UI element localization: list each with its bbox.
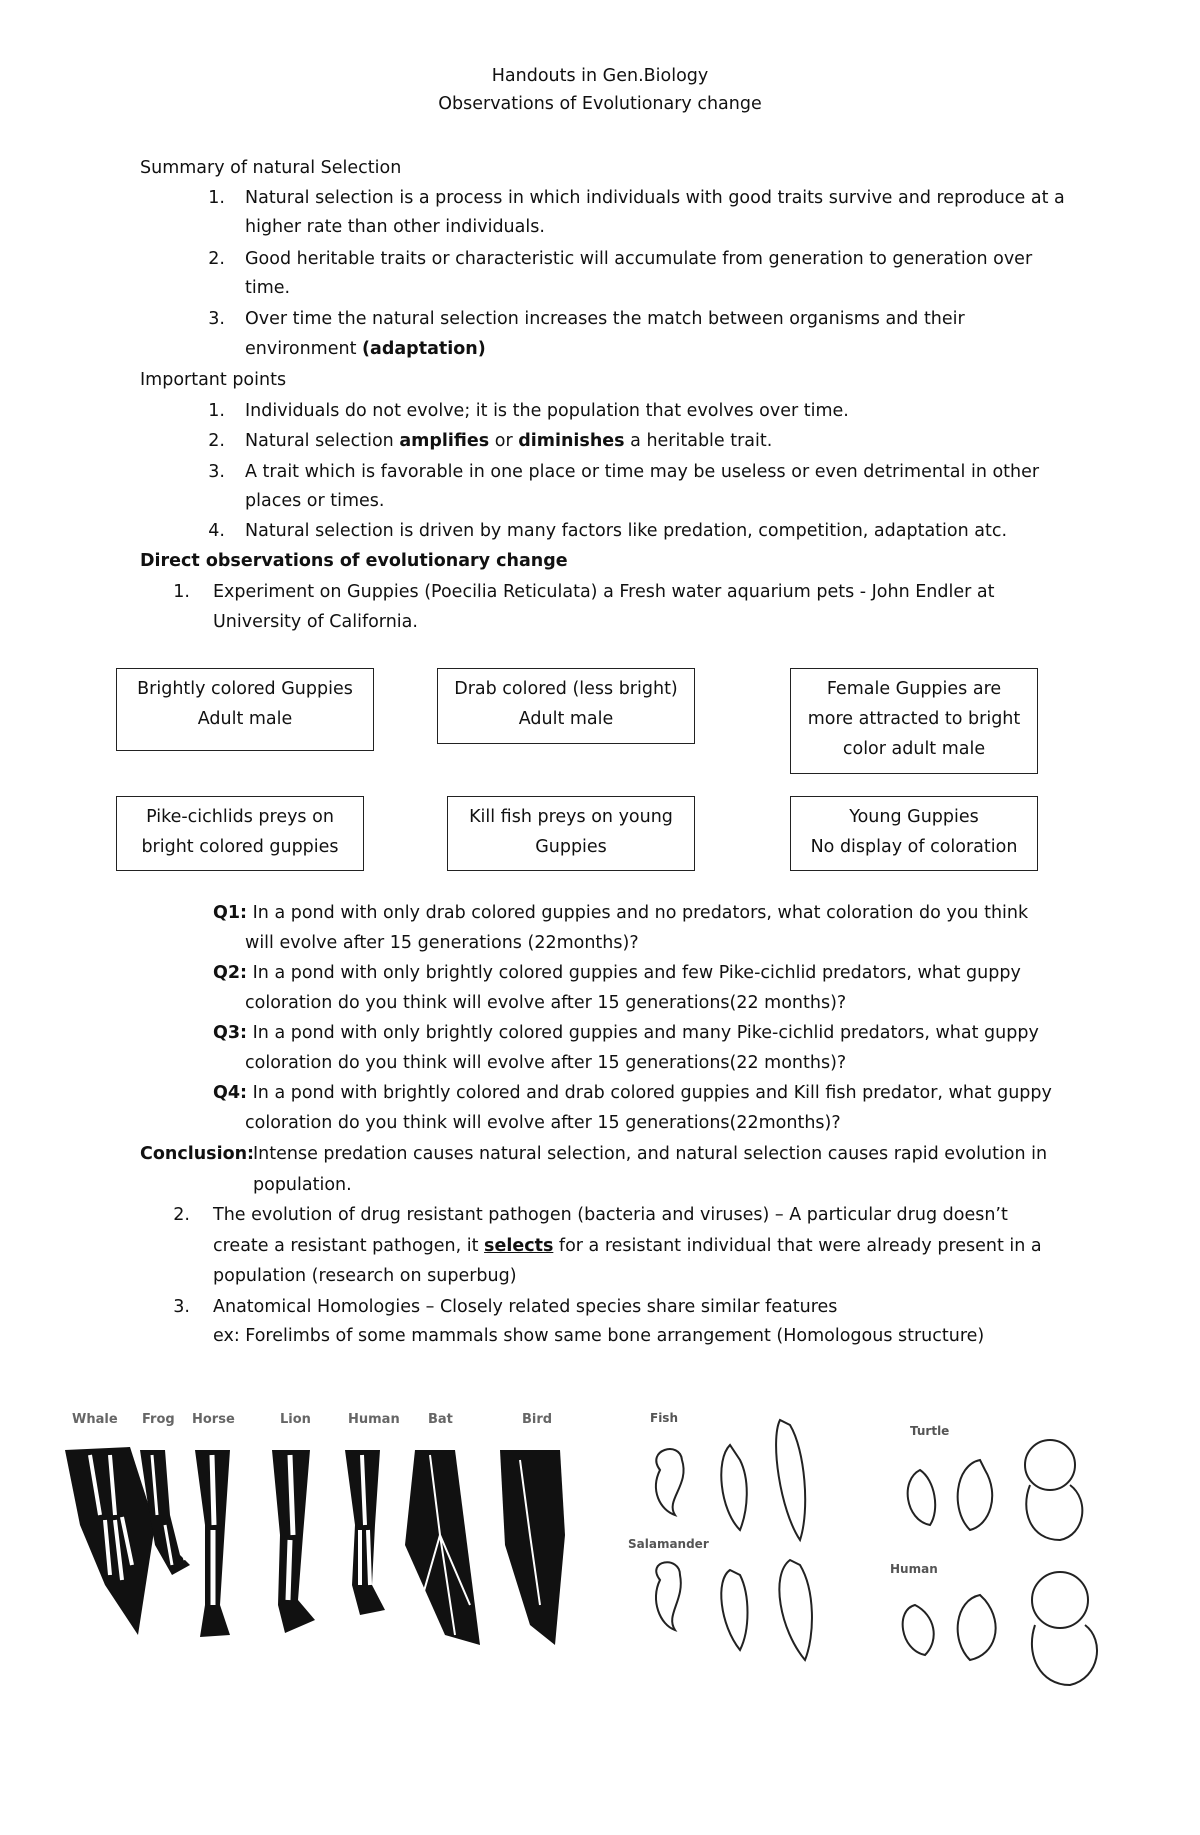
summary-heading: Summary of natural Selection — [140, 158, 402, 178]
question-continued: will evolve after 15 generations (22months)? — [245, 933, 639, 953]
summary-number: 2. — [208, 249, 225, 269]
forelimb-homology-figure — [60, 1405, 580, 1645]
box-text: Brightly colored Guppies — [137, 679, 353, 699]
conclusion-label: Conclusion: — [140, 1144, 255, 1164]
question-continued: coloration do you think will evolve after 15 generations(22 months)? — [245, 1053, 847, 1073]
box-drab-guppies — [437, 668, 695, 744]
box-text: Pike-cichlids preys on — [146, 807, 334, 827]
drug-resistance-text: create a resistant pathogen, it selects for a resistant individual that were already present in a — [213, 1236, 1042, 1256]
page-title: Handouts in Gen.Biology — [491, 66, 709, 86]
box-young-guppies — [790, 796, 1038, 871]
homology-text: ex: Forelimbs of some mammals show same bone arrangement (Homologous structure) — [213, 1326, 985, 1346]
conclusion-text: population. — [253, 1175, 352, 1195]
box-text: Kill fish preys on young — [469, 807, 673, 827]
embryo-label: Human — [890, 1562, 938, 1576]
summary-item-text: higher rate than other individuals. — [245, 217, 545, 237]
box-text: Young Guppies — [849, 807, 979, 827]
box-text: Adult male — [197, 709, 293, 729]
lion-limb — [272, 1450, 315, 1633]
question: Q3: In a pond with only brightly colored guppies and many Pike-cichlid predators, what guppy — [213, 1023, 1039, 1043]
box-text: more attracted to bright — [807, 709, 1021, 729]
important-item-text: Natural selection is driven by many factors like predation, competition, adaptation atc. — [245, 521, 1008, 541]
direct-number: 3. — [173, 1297, 190, 1317]
forelimb-label: Frog — [142, 1412, 175, 1427]
summary-item-text: Over time the natural selection increases the match between organisms and their — [245, 309, 965, 329]
important-number: 2. — [208, 431, 225, 451]
important-item-text: A trait which is favorable in one place or time may be useless or even detrimental in other — [245, 462, 1040, 482]
important-heading: Important points — [140, 370, 287, 390]
box-text: Drab colored (less bright) — [454, 679, 678, 699]
box-text: color adult male — [842, 739, 986, 759]
direct-item-text: University of California. — [213, 612, 418, 632]
embryo-comparison-figure — [620, 1400, 1150, 1690]
direct-number: 1. — [173, 582, 190, 602]
box-text: bright colored guppies — [141, 837, 339, 857]
direct-item-text: Experiment on Guppies (Poecilia Reticulata) a Fresh water aquarium pets - John Endler at — [213, 582, 995, 602]
forelimb-label: Bat — [428, 1412, 453, 1427]
human-arm — [345, 1450, 385, 1615]
summary-item-text: Natural selection is a process in which individuals with good traits survive and reproduce at a — [245, 188, 1065, 208]
forelimb-label: Bird — [522, 1412, 553, 1427]
box-text: Female Guppies are — [826, 679, 1002, 699]
box-text: No display of coloration — [810, 837, 1018, 857]
question-continued: coloration do you think will evolve after 15 generations(22 months)? — [245, 993, 847, 1013]
important-item-text: places or times. — [245, 491, 385, 511]
summary-number: 3. — [208, 309, 225, 329]
direct-number: 2. — [173, 1205, 190, 1225]
box-pike-cichlids — [116, 796, 364, 871]
embryo-label: Salamander — [628, 1537, 709, 1551]
homology-text: Anatomical Homologies – Closely related species share similar features — [213, 1297, 838, 1317]
important-number: 1. — [208, 401, 225, 421]
question: Q4: In a pond with brightly colored and drab colored guppies and Kill fish predator, what guppy — [213, 1083, 1052, 1103]
drug-resistance-text: The evolution of drug resistant pathogen (bacteria and viruses) – A particular drug doesn’t — [213, 1205, 1008, 1225]
question: Q1: In a pond with only drab colored guppies and no predators, what coloration do you think — [213, 903, 1029, 923]
box-female-guppies — [790, 668, 1038, 774]
important-number: 4. — [208, 521, 225, 541]
important-item-text: Natural selection amplifies or diminishes a heritable trait. — [245, 431, 773, 451]
box-bright-guppies — [116, 668, 374, 751]
embryo-label: Fish — [650, 1411, 678, 1425]
embryo-label: Turtle — [910, 1424, 950, 1438]
adaptation-term: (adaptation) — [362, 339, 486, 359]
forelimb-label: Horse — [192, 1412, 235, 1427]
summary-item-text: environment (adaptation) — [245, 339, 486, 359]
summary-item-text: time. — [245, 278, 291, 298]
selects-term: selects — [484, 1236, 554, 1256]
forelimb-label: Whale — [72, 1412, 118, 1427]
forelimb-label: Lion — [280, 1412, 311, 1427]
summary-number: 1. — [208, 188, 225, 208]
question-continued: coloration do you think will evolve after 15 generations(22months)? — [245, 1113, 841, 1133]
box-text: Adult male — [518, 709, 614, 729]
page-subtitle: Observations of Evolutionary change — [438, 94, 762, 114]
question: Q2: In a pond with only brightly colored guppies and few Pike-cichlid predators, what guppy — [213, 963, 1021, 983]
forelimb-label: Human — [348, 1412, 400, 1427]
box-kill-fish — [447, 796, 695, 871]
important-number: 3. — [208, 462, 225, 482]
embryo-drawings — [656, 1420, 1097, 1685]
conclusion-text: Intense predation causes natural selection, and natural selection causes rapid evolution in — [253, 1144, 1048, 1164]
summary-item-text: Good heritable traits or characteristic will accumulate from generation to generation over — [245, 249, 1033, 269]
drug-resistance-text: population (research on superbug) — [213, 1266, 517, 1286]
direct-heading: Direct observations of evolutionary change — [140, 551, 568, 571]
box-text: Guppies — [535, 837, 607, 857]
important-item-text: Individuals do not evolve; it is the population that evolves over time. — [245, 401, 849, 421]
